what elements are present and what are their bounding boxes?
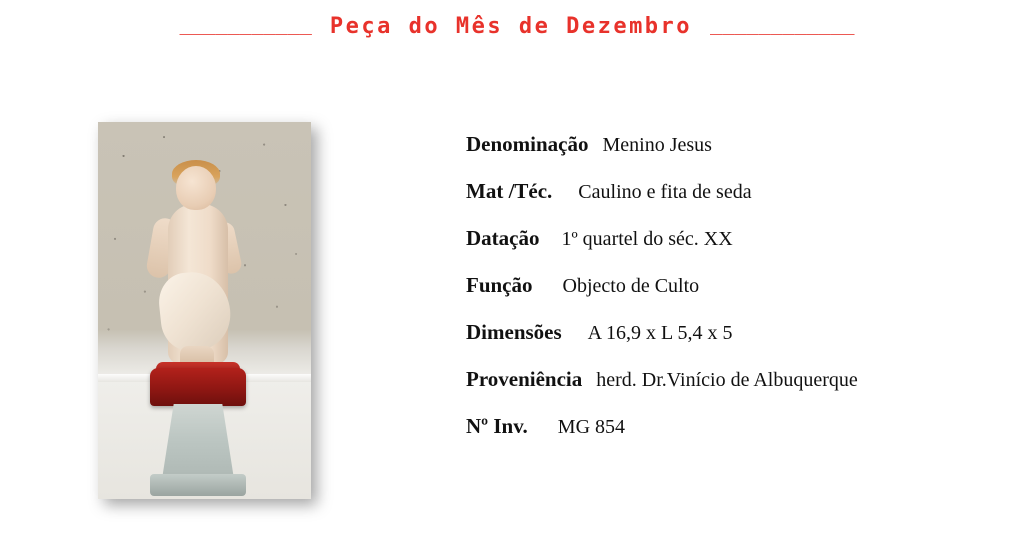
field-mat-tec: [466, 179, 1011, 204]
field-label: Denominação: [466, 132, 589, 156]
field-value: Caulino e fita de seda: [578, 181, 752, 203]
field-value: MG 854: [557, 416, 626, 438]
field-label: Dimensões: [466, 320, 562, 344]
page-header: [0, 10, 1034, 39]
field-value: herd. Dr.Vinício de Albuquerque: [596, 369, 858, 391]
photo-background: [98, 122, 311, 499]
stone-pedestal-base: [150, 474, 246, 496]
header-rule-right: ____________: [710, 10, 855, 35]
field-datacao: [466, 226, 1011, 251]
field-label: Nº Inv.: [466, 414, 528, 438]
artifact-photo: [98, 122, 311, 499]
page-title: Peça do Mês de Dezembro: [329, 14, 693, 39]
field-label: Proveniência: [466, 367, 583, 391]
figure-head: [176, 166, 216, 210]
field-value: A 16,9 x L 5,4 x 5: [587, 322, 733, 344]
field-value: Menino Jesus: [602, 134, 712, 156]
field-dimensoes: [466, 320, 1011, 345]
field-label: Mat /Téc.: [466, 179, 553, 203]
field-value: 1º quartel do séc. XX: [561, 228, 733, 250]
field-value: Objecto de Culto: [562, 275, 700, 297]
artifact-details: [466, 132, 1011, 461]
field-label: Função: [466, 273, 533, 297]
field-denominacao: [466, 132, 1011, 157]
field-numero-inventario: [466, 414, 1011, 439]
header-rule-left: ___________: [179, 10, 312, 35]
field-proveniencia: [466, 367, 1011, 392]
field-funcao: [466, 273, 1011, 298]
field-label: Datação: [466, 226, 540, 250]
red-cushion: [150, 368, 246, 406]
